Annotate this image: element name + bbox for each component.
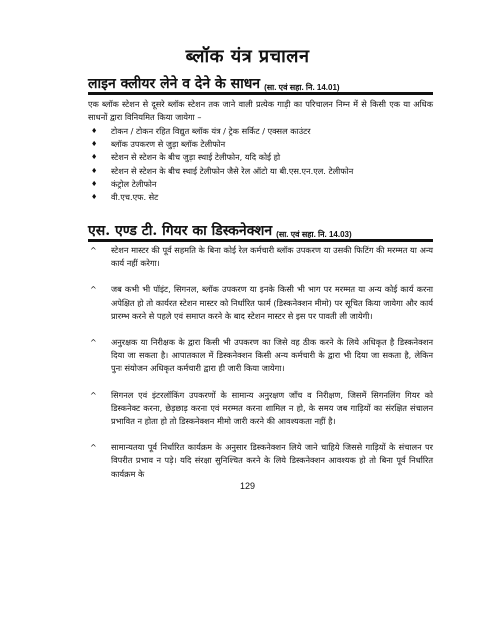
page-title: ब्लॉक यंत्र प्रचालन [185, 46, 310, 67]
list-item: ♦ ब्लॉक उपकरण से जुड़ा ब्लॉक टेलीफोन [88, 138, 433, 151]
diamond-bullet-icon: ♦ [91, 193, 98, 202]
disconnection-rules-list [88, 244, 433, 494]
section-rule-reference: (सा. एवं सहा. नि. 14.01) [264, 83, 340, 92]
section-intro-paragraph: एक ब्लॉक स्टेशन से दूसरे ब्लॉक स्टेशन तक जाने वाली प्रत्येक गाड़ी का परिचालन निम्न में से किसी एक या अधिक साधनों द्वारा विनियमित किया जायेगा – [88, 99, 433, 123]
caret-bullet-icon: ^ [90, 246, 97, 255]
page-number: 129 [239, 481, 256, 491]
section-heading-disconnection [88, 221, 433, 238]
list-item: ^ स्टेशन मास्टर की पूर्व सहमति के बिना कोई रेल कर्मचारी ब्लॉक उपकरण या उसकी फिटिंग की मरम्मत या अन्य कार्य नहीं करेगा। [90, 245, 433, 269]
list-item: ♦ टोकन / टोकन रहित विद्युत ब्लॉक यंत्र / ट्रेक सर्किट / एक्सल काउंटर [88, 125, 433, 138]
section-underline [88, 239, 433, 242]
means-list [88, 125, 433, 204]
diamond-bullet-icon: ♦ [91, 127, 98, 135]
list-item: ♦ कंट्रोल टेलीफोन [88, 178, 433, 191]
section-heading-text: लाइन क्लीयर लेने व देने के साधन [88, 76, 261, 92]
caret-bullet-icon: ^ [90, 338, 97, 348]
list-item: ♦ स्टेशन से स्टेशन के बीच जुड़ा स्थाई टेलीफोन, यदि कोई हो [88, 151, 433, 164]
list-item: ^ सिगनल एवं इंटरलॉकिंग उपकरणों के सामान्य अनुरक्षण जाँच व निरीक्षण, जिसमें सिगनलिंग गियर को डिस्कनेक्ट करना, छेड़छाड़ करना एवं मरम्मत करना शामिल न हो, के समय जब गाड़ियों का संरक्षित संचालन प्रभावित न होता हो तो डिस्कनेक्शन मीमो जारी करने की आवश्यकता नहीं है। [90, 389, 433, 427]
list-item: ♦ स्टेशन से स्टेशन के बीच स्थाई टेलीफोन जैसे रेल ऑटो या बी.एस.एन.एल. टेलीफोन [88, 165, 433, 178]
section-heading-line-clear [88, 74, 433, 91]
list-item: ♦ वी.एच.एफ. सेट [88, 191, 433, 204]
list-item: ^ अनुरक्षक या निरीक्षक के द्वारा किसी भी उपकरण का जिसे वह ठीक करने के लिये अधिकृत है डिस्कनेक्शन दिया जा सकता है। आपातकाल में डिस्कनेक्शन किसी अन्य कर्मचारी के द्वारा भी दिया जा सकता है, लेकिन पुनः संयोजन अधिकृत कर्मचारी द्वारा ही जारी किया जायेगा। [90, 337, 433, 374]
list-item: ^ जब कभी भी पॉइंट, सिगनल, ब्लॉक उपकरण या इनके किसी भी भाग पर मरम्मत या अन्य कोई कार्य करना अपेक्षित हो तो कार्यरत स्टेशन मास्टर को निर्धारित फार्म (डिस्कनेक्शन मीमो) पर सूचित किया जायेगा और कार्य प्रारम्भ करने से पहले एवं समाप्त करने के बाद स्टेशन मास्टर से इस पर पावती ली जायेगी। [90, 284, 433, 321]
caret-bullet-icon: ^ [90, 443, 97, 453]
caret-bullet-icon: ^ [90, 285, 97, 295]
section-underline [88, 92, 433, 95]
diamond-bullet-icon: ♦ [91, 140, 98, 149]
section-heading-text: एस. एण्ड टी. गियर का डिस्कनेक्शन [88, 223, 273, 239]
diamond-bullet-icon: ♦ [91, 179, 98, 188]
caret-bullet-icon: ^ [90, 390, 97, 400]
section-rule-reference: (सा. एवं सहा. नि. 14.03) [276, 230, 352, 239]
diamond-bullet-icon: ♦ [91, 166, 98, 175]
diamond-bullet-icon: ♦ [91, 153, 98, 162]
list-item: ^ सामान्यतया पूर्व निर्धारित कार्यक्रम के अनुसार डिस्कनेक्शन लिये जाने चाहिये जिससे गाड़ियों के संचालन पर विपरीत प्रभाव न पड़े। यदि संरक्षा सुनिश्चित करने के लिये डिस्कनेक्शन आवश्यक हो तो बिना पूर्व निर्धारित कार्यक्रम के [90, 442, 433, 479]
